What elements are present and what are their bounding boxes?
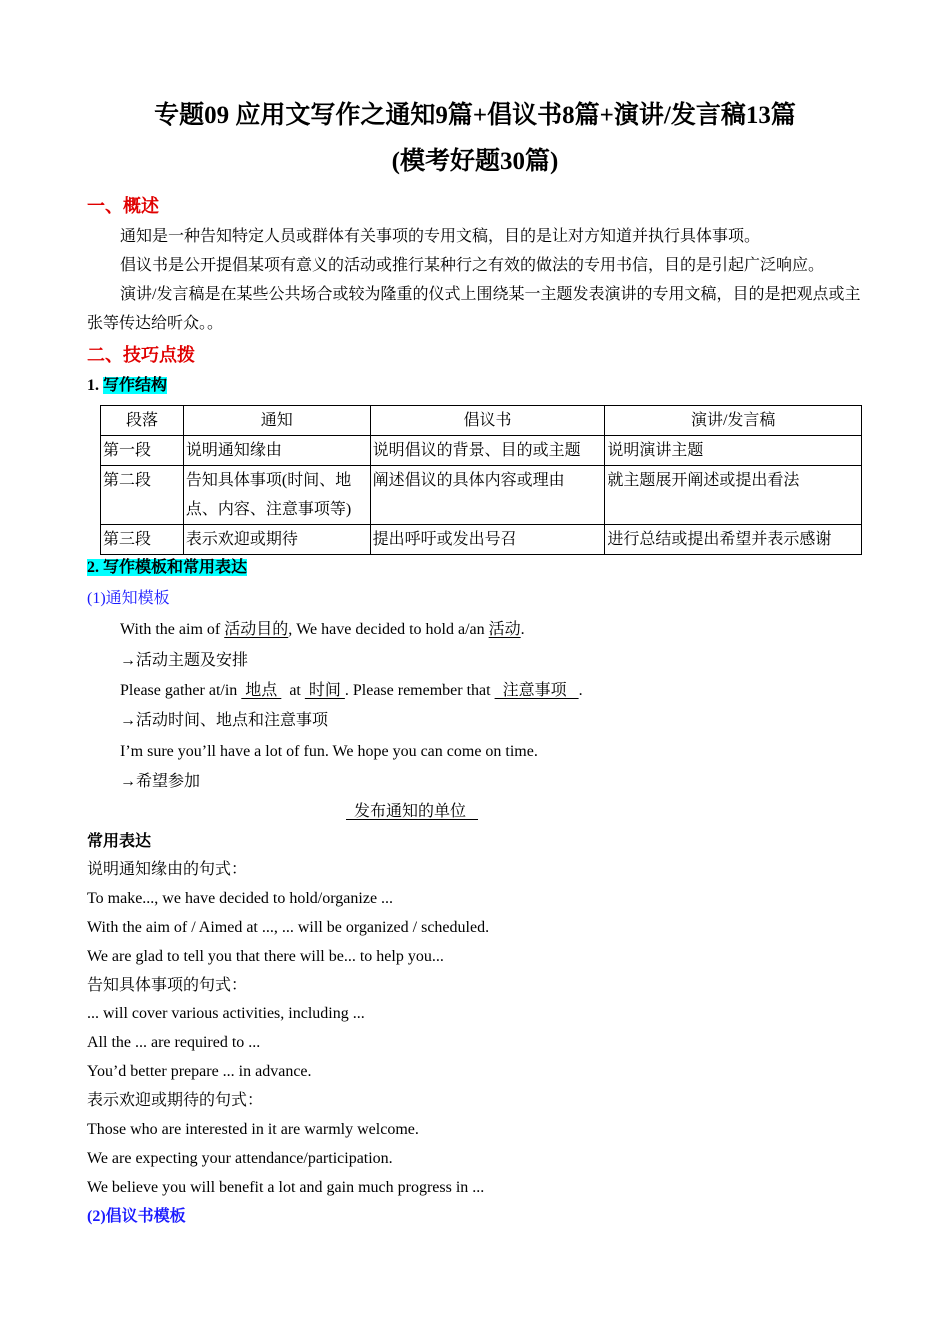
blank-location: 地点 — [241, 682, 282, 699]
table-cell: 进行总结或提出希望并表示感谢 — [605, 525, 862, 555]
subheading-structure — [87, 375, 167, 397]
template-text: Please gather at/in — [120, 682, 242, 699]
blank-purpose: 活动目的 — [224, 621, 289, 638]
expressions-heading: 常用表达 — [87, 833, 152, 850]
table-cell: 第二段 — [101, 466, 184, 525]
table-header-row — [101, 406, 862, 436]
table-cell: 说明演讲主题 — [605, 436, 862, 466]
table-cell: 第三段 — [101, 525, 184, 555]
notice-template-heading: (1)通知模板 — [87, 590, 170, 607]
template-line-gather — [120, 680, 583, 702]
template-signature-blank: 发布通知的单位 — [346, 803, 479, 820]
expression-item: We are expecting your attendance/participation. — [87, 1150, 393, 1167]
section-heading-tips: 二、技巧点拨 — [87, 345, 195, 365]
table-cell: 就主题展开阐述或提出看法 — [605, 466, 862, 525]
section-heading-overview: 一、概述 — [87, 196, 159, 216]
table-row — [101, 525, 862, 555]
paragraph-speech-definition: 演讲/发言稿是在某些公共场合或较为隆重的仪式上围绕某一主题发表演讲的专用文稿，目的是把观点或主张等传达给听众。。 — [87, 286, 861, 332]
expression-item: We believe you will benefit a lot and gain much progress in ... — [87, 1179, 485, 1196]
expression-item: To make..., we have decided to hold/organize ... — [87, 890, 394, 907]
template-text: With the aim of — [120, 621, 225, 638]
table-cell: 表示欢迎或期待 — [183, 525, 370, 555]
expression-item: Those who are interested in it are warmly welcome. — [87, 1121, 419, 1138]
table-header-cell: 段落 — [101, 406, 184, 436]
template-text: at — [281, 682, 305, 699]
table-cell: 说明倡议的背景、目的或主题 — [370, 436, 605, 466]
doc-title-line1: 专题09 应用文写作之通知9篇+倡议书8篇+演讲/发言稿13篇 — [154, 102, 796, 129]
proposal-template-heading: (2)倡议书模板 — [87, 1208, 186, 1225]
template-text: . — [578, 682, 583, 699]
table-header-cell: 倡议书 — [370, 406, 605, 436]
blank-activity: 活动 — [488, 621, 521, 638]
template-line-aim — [120, 619, 525, 641]
table-row — [101, 466, 862, 525]
paragraph-proposal-definition: 倡议书是公开提倡某项有意义的活动或推行某种行之有效的做法的专用书信，目的是引起广泛响应。 — [120, 257, 825, 274]
template-note-hope: →希望参加 — [120, 773, 201, 790]
table-cell: 阐述倡议的具体内容或理由 — [370, 466, 605, 525]
expression-item: All the ... are required to ... — [87, 1034, 261, 1051]
expression-item: We are glad to tell you that there will be... to help you... — [87, 948, 444, 965]
subheading-text: 写作结构 — [103, 377, 168, 394]
template-text: . Please remember that — [344, 682, 495, 699]
subheading-number: 1. — [87, 377, 103, 394]
expression-group-welcome: 表示欢迎或期待的句式： — [87, 1092, 264, 1109]
table-row — [101, 436, 862, 466]
template-text: , We have decided to hold a/an — [288, 621, 489, 638]
table-cell: 提出呼吁或发出号召 — [370, 525, 605, 555]
table-header-cell: 通知 — [183, 406, 370, 436]
table-cell: 告知具体事项(时间、地点、内容、注意事项等) — [183, 466, 370, 525]
expression-item: ... will cover various activities, including ... — [87, 1005, 365, 1022]
template-text: . — [520, 621, 525, 638]
structure-table — [100, 405, 862, 555]
table-cell: 第一段 — [101, 436, 184, 466]
blank-notes: 注意事项 — [494, 682, 579, 699]
table-header-cell: 演讲/发言稿 — [605, 406, 862, 436]
expression-group-reason: 说明通知缘由的句式： — [87, 861, 248, 878]
expression-item: With the aim of / Aimed at ..., ... will be organized / scheduled. — [87, 919, 490, 936]
template-note-theme: →活动主题及安排 — [120, 652, 249, 669]
paragraph-notice-definition: 通知是一种告知特定人员或群体有关事项的专用文稿，目的是让对方知道并执行具体事项。 — [120, 228, 761, 245]
template-note-details: →活动时间、地点和注意事项 — [120, 712, 329, 729]
blank-time: 时间 — [304, 682, 345, 699]
doc-title-line2: (模考好题30篇) — [391, 148, 559, 175]
template-line-closing: I’m sure you’ll have a lot of fun. We hope you can come on time. — [120, 743, 538, 760]
subheading-text: 写作模板和常用表达 — [103, 559, 248, 576]
expression-group-details: 告知具体事项的句式： — [87, 977, 248, 994]
table-cell: 说明通知缘由 — [183, 436, 370, 466]
subheading-number: 2. — [87, 559, 103, 576]
expression-item: You’d better prepare ... in advance. — [87, 1063, 312, 1080]
subheading-template — [87, 557, 247, 579]
